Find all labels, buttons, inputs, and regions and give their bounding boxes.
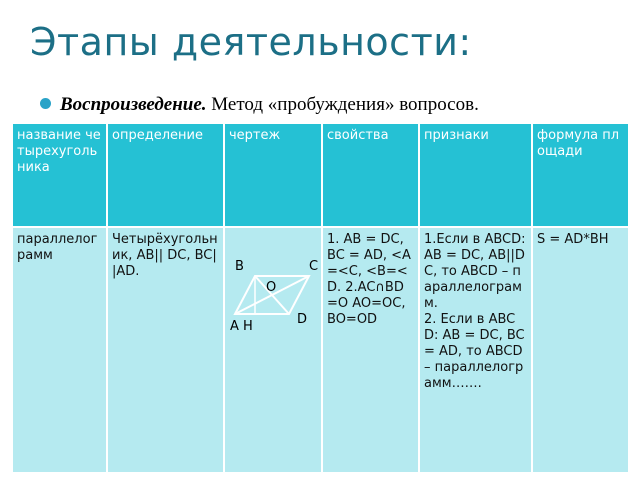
- sign-1: 1.Если в ABCD: AB = DC, AB||DC, то ABCD – параллелограмм.: [424, 232, 526, 311]
- label-b: B: [235, 259, 244, 274]
- header-signs: признаки: [419, 123, 532, 227]
- cell-signs: [419, 227, 532, 473]
- subtitle-rest: Метод «пробуждения» вопросов.: [206, 94, 479, 115]
- cell-name: параллелограмм: [12, 227, 107, 473]
- label-o: O: [266, 280, 277, 295]
- table-header-row: [12, 123, 629, 227]
- bullet-icon: [40, 98, 51, 109]
- header-formula: формула площади: [532, 123, 629, 227]
- label-c: C: [309, 259, 319, 274]
- cell-properties: 1. AB = DC, BC = AD, <A=<C, <B=<D. 2.AC∩BD =O AO=OC, BO=OD: [322, 227, 419, 473]
- subtitle-bold: Воспроизведение.: [60, 94, 207, 115]
- slide-subtitle: [40, 94, 479, 116]
- header-drawing: чертеж: [224, 123, 322, 227]
- table-row: [12, 227, 629, 473]
- cell-definition: Четырёхугольник, AB|| DC, BC||AD.: [107, 227, 224, 473]
- cell-drawing: [224, 227, 322, 473]
- header-name: название четырехугольника: [12, 123, 107, 227]
- parallelogram-drawing: [225, 228, 322, 464]
- label-d: D: [297, 312, 308, 327]
- header-properties: свойства: [322, 123, 419, 227]
- header-definition: определение: [107, 123, 224, 227]
- label-ah: A H: [230, 319, 253, 334]
- quadrilateral-table: [11, 122, 630, 474]
- slide-title: Этапы деятельности:: [30, 20, 472, 64]
- sign-2: 2. Если в ABCD: AB = DC, BC = AD, то ABCD – параллелограмм…….: [424, 312, 525, 391]
- cell-formula: S = AD*BH: [532, 227, 629, 473]
